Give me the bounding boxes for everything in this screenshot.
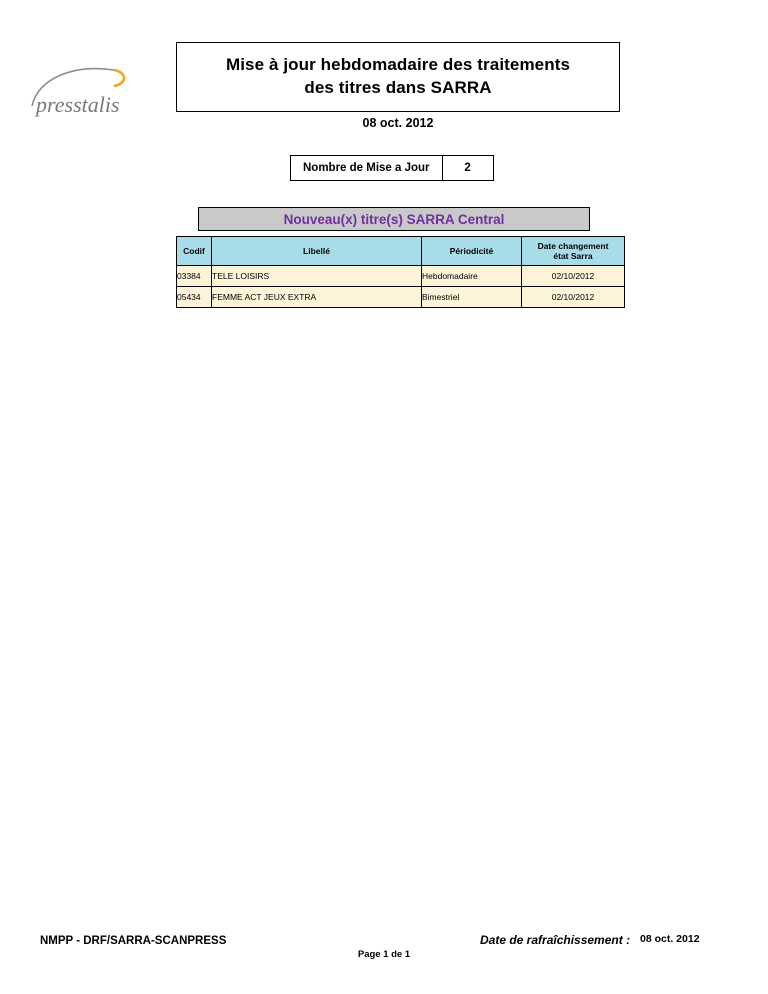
cell-libelle: TELE LOISIRS <box>212 266 422 287</box>
cell-codif: 05434 <box>177 287 212 308</box>
column-header-periodicite: Périodicité <box>422 237 522 266</box>
footer-refresh-date: 08 oct. 2012 <box>640 933 700 945</box>
page-title-line-1: Mise à jour hebdomadaire des traitements <box>225 55 571 74</box>
presstalis-logo <box>28 62 158 122</box>
column-header-libelle: Libellé <box>212 237 422 266</box>
document-date: 08 oct. 2012 <box>362 116 434 130</box>
update-count-box <box>290 155 494 181</box>
update-count-label: Nombre de Mise a Jour <box>290 155 443 181</box>
cell-periodicite: Bimestriel <box>422 287 522 308</box>
table-row <box>177 266 625 287</box>
cell-date-changement: 02/10/2012 <box>522 266 625 287</box>
cell-date-changement: 02/10/2012 <box>522 287 625 308</box>
cell-codif: 03384 <box>177 266 212 287</box>
page-title-line-2: des titres dans SARRA <box>304 78 492 97</box>
column-header-date-changement-line-2: état Sarra <box>553 251 593 261</box>
titles-table <box>176 236 625 308</box>
column-header-date-changement-line-1: Date changement <box>537 240 609 251</box>
document-title-box <box>176 42 620 112</box>
footer-source: NMPP - DRF/SARRA-SCANPRESS <box>40 935 227 947</box>
table-header-row <box>177 237 625 266</box>
svg-text:presstalis: presstalis <box>36 92 120 117</box>
cell-libelle: FEMME ACT JEUX EXTRA <box>212 287 422 308</box>
table-header <box>177 237 625 266</box>
footer-refresh-label: Date de rafraîchissement : <box>480 933 631 947</box>
table-row <box>177 287 625 308</box>
column-header-date-changement <box>522 237 625 266</box>
presstalis-swoosh-icon <box>28 62 158 122</box>
update-count-value: 2 <box>443 155 494 181</box>
section-banner: Nouveau(x) titre(s) SARRA Central <box>198 207 590 231</box>
footer-page-number: Page 1 de 1 <box>357 949 411 960</box>
cell-periodicite: Hebdomadaire <box>422 266 522 287</box>
column-header-codif: Codif <box>177 237 212 266</box>
table-body <box>177 266 625 308</box>
